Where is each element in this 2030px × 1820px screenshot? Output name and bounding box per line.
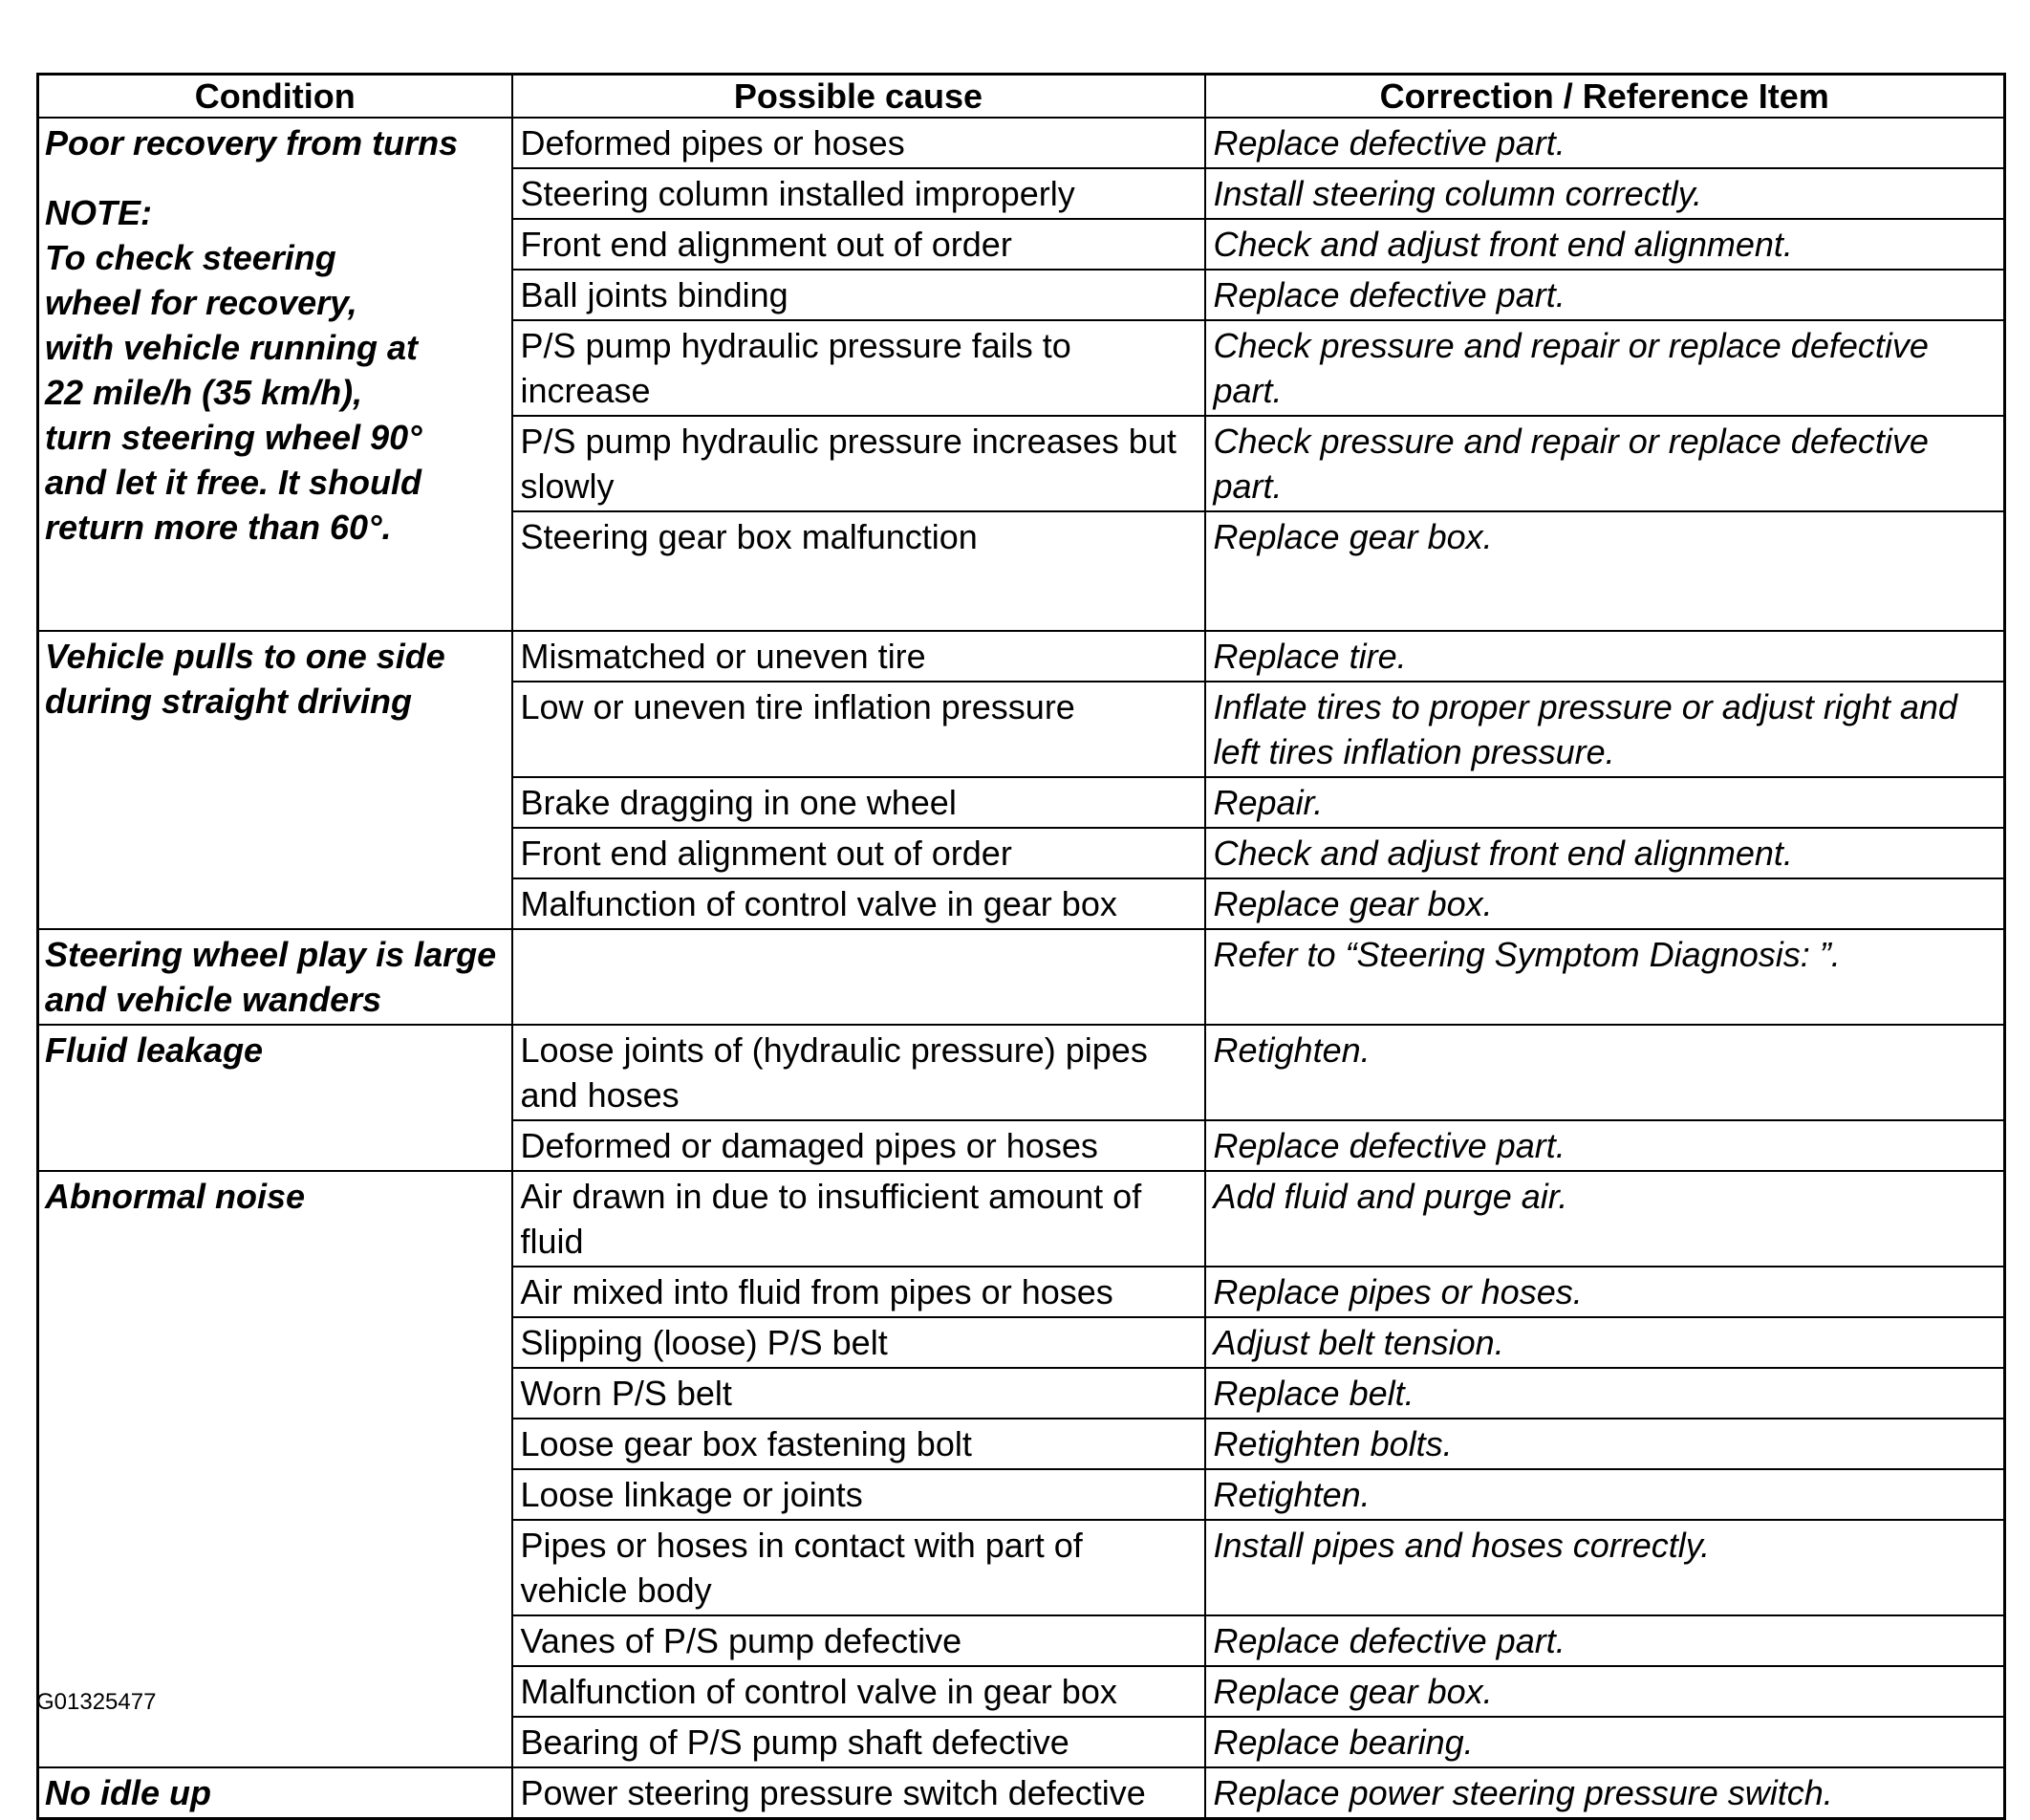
correction-cell: Repair.: [1205, 777, 2005, 828]
possible-cause-cell: Low or uneven tire inflation pressure: [512, 682, 1205, 777]
correction-cell: Inflate tires to proper pressure or adjust right and left tires inflation pressure.: [1205, 682, 2005, 777]
possible-cause-cell: P/S pump hydraulic pressure increases but slowly: [512, 416, 1205, 511]
correction-cell: Check pressure and repair or replace defective part.: [1205, 416, 2005, 511]
correction-cell: Retighten bolts.: [1205, 1419, 2005, 1469]
possible-cause-cell: Loose joints of (hydraulic pressure) pipes and hoses: [512, 1025, 1205, 1120]
correction-cell: Replace belt.: [1205, 1368, 2005, 1419]
possible-cause-cell: Deformed or damaged pipes or hoses: [512, 1120, 1205, 1171]
correction-cell: Check pressure and repair or replace defective part.: [1205, 320, 2005, 416]
correction-cell: Install pipes and hoses correctly.: [1205, 1520, 2005, 1615]
condition-cell: [38, 1025, 512, 1171]
correction-cell: Replace gear box.: [1205, 878, 2005, 929]
table-row: [38, 1171, 2005, 1267]
condition-text: No idle up: [45, 1773, 211, 1812]
possible-cause-cell: Air mixed into fluid from pipes or hoses: [512, 1267, 1205, 1317]
correction-cell: Add fluid and purge air.: [1205, 1171, 2005, 1267]
note-text: To check steering wheel for recovery, with vehicle running at 22 mile/h (35 km/h), turn steering wheel 90° and let it free. It should return more than 60°.: [45, 238, 422, 547]
column-header-correction: Correction / Reference Item: [1205, 75, 2005, 119]
condition-cell: [38, 1171, 512, 1767]
table-row: [38, 631, 2005, 682]
possible-cause-cell: Steering gear box malfunction: [512, 511, 1205, 631]
possible-cause-cell: Vanes of P/S pump defective: [512, 1615, 1205, 1666]
header-row: [38, 75, 2005, 119]
table-header: [38, 75, 2005, 119]
condition-text: Poor recovery from turns: [45, 123, 459, 162]
possible-cause-cell: [512, 929, 1205, 1025]
correction-cell: Check and adjust front end alignment.: [1205, 219, 2005, 270]
correction-cell: Replace pipes or hoses.: [1205, 1267, 2005, 1317]
figure-id-label: G01325477: [36, 1689, 157, 1715]
correction-cell: Replace defective part.: [1205, 1615, 2005, 1666]
possible-cause-cell: Steering column installed improperly: [512, 168, 1205, 219]
condition-cell: [38, 1767, 512, 1819]
possible-cause-cell: Worn P/S belt: [512, 1368, 1205, 1419]
correction-cell: Replace tire.: [1205, 631, 2005, 682]
correction-cell: Refer to “Steering Symptom Diagnosis: ”.: [1205, 929, 2005, 1025]
correction-cell: Retighten.: [1205, 1469, 2005, 1520]
possible-cause-cell: Deformed pipes or hoses: [512, 118, 1205, 168]
condition-text: Vehicle pulls to one side during straight driving: [45, 637, 445, 721]
possible-cause-cell: Ball joints binding: [512, 270, 1205, 320]
correction-cell: Replace defective part.: [1205, 270, 2005, 320]
condition-cell: [38, 631, 512, 929]
note-label: NOTE:: [45, 193, 152, 232]
possible-cause-cell: Power steering pressure switch defective: [512, 1767, 1205, 1819]
possible-cause-cell: P/S pump hydraulic pressure fails to increase: [512, 320, 1205, 416]
correction-cell: Replace power steering pressure switch.: [1205, 1767, 2005, 1819]
possible-cause-cell: Loose linkage or joints: [512, 1469, 1205, 1520]
possible-cause-cell: Front end alignment out of order: [512, 828, 1205, 878]
correction-cell: Replace bearing.: [1205, 1717, 2005, 1767]
possible-cause-cell: Malfunction of control valve in gear box: [512, 878, 1205, 929]
correction-cell: Retighten.: [1205, 1025, 2005, 1120]
possible-cause-cell: Pipes or hoses in contact with part of vehicle body: [512, 1520, 1205, 1615]
correction-cell: Replace gear box.: [1205, 1666, 2005, 1717]
possible-cause-cell: Loose gear box fastening bolt: [512, 1419, 1205, 1469]
possible-cause-cell: Slipping (loose) P/S belt: [512, 1317, 1205, 1368]
correction-cell: Adjust belt tension.: [1205, 1317, 2005, 1368]
possible-cause-cell: Malfunction of control valve in gear box: [512, 1666, 1205, 1717]
table-row: [38, 1767, 2005, 1819]
possible-cause-cell: Brake dragging in one wheel: [512, 777, 1205, 828]
table-row: [38, 929, 2005, 1025]
correction-cell: Check and adjust front end alignment.: [1205, 828, 2005, 878]
condition-cell: [38, 929, 512, 1025]
condition-text: Steering wheel play is large and vehicle wanders: [45, 935, 497, 1019]
possible-cause-cell: Air drawn in due to insufficient amount of fluid: [512, 1171, 1205, 1267]
condition-text: Abnormal noise: [45, 1177, 306, 1216]
correction-cell: Replace defective part.: [1205, 1120, 2005, 1171]
correction-cell: Install steering column correctly.: [1205, 168, 2005, 219]
correction-cell: Replace gear box.: [1205, 511, 2005, 631]
table-body: [38, 118, 2005, 1819]
table-row: [38, 118, 2005, 168]
possible-cause-cell: Mismatched or uneven tire: [512, 631, 1205, 682]
condition-text: Fluid leakage: [45, 1030, 264, 1070]
column-header-possible-cause: Possible cause: [512, 75, 1205, 119]
possible-cause-cell: Front end alignment out of order: [512, 219, 1205, 270]
condition-cell: [38, 118, 512, 631]
possible-cause-cell: Bearing of P/S pump shaft defective: [512, 1717, 1205, 1767]
table-row: [38, 1025, 2005, 1120]
diagnosis-table: [36, 73, 2006, 1820]
column-header-condition: Condition: [38, 75, 512, 119]
correction-cell: Replace defective part.: [1205, 118, 2005, 168]
